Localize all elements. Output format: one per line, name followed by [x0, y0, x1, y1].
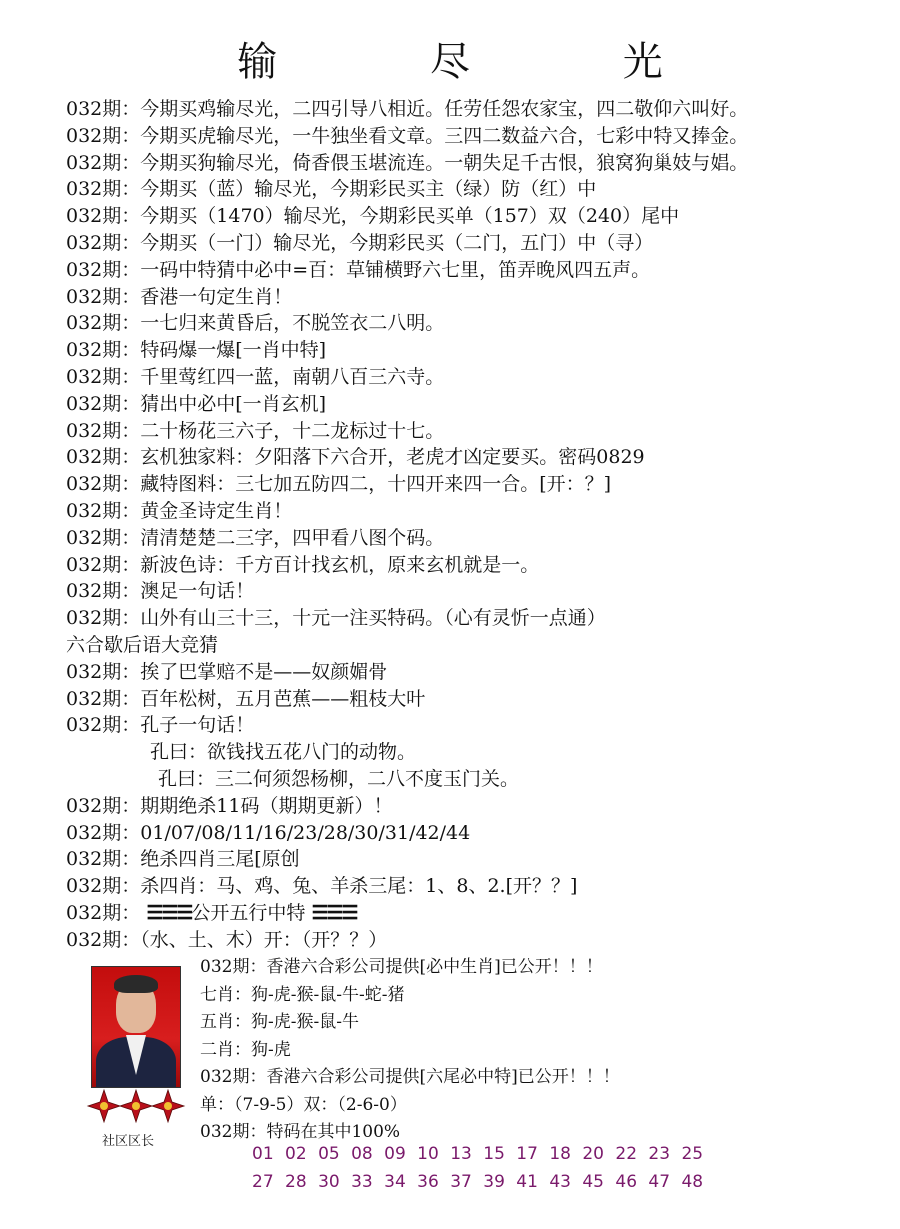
- text-line: 032期：01/07/08/11/16/23/28/30/31/42/44: [66, 821, 471, 844]
- photo-caption: 社区区长: [102, 1134, 155, 1149]
- text-line: 032期：香港一句定生肖！: [66, 285, 293, 308]
- text-line: 032期：山外有山三十三，十元一注买特码。（心有灵忻一点通）: [66, 607, 606, 630]
- text-line: 032期：澳足一句话！: [66, 580, 255, 603]
- text-line: 五肖：狗-虎-猴-鼠-牛: [200, 1012, 359, 1032]
- lower-block: [200, 954, 890, 1147]
- text-line: 七肖：狗-虎-猴-鼠-牛-蛇-猪: [200, 984, 405, 1005]
- text-line: 032期：特码在其中100%: [200, 1122, 401, 1142]
- wuxing-text: 公开五行中特: [191, 901, 306, 924]
- medals-icon: [86, 1086, 186, 1126]
- text-line: 032期：新波色诗：千方百计找玄机，原来玄机就是一。: [66, 553, 540, 576]
- numbers-row-2: 27 28 30 33 34 36 37 39 41 43 45 46 47 48: [252, 1172, 704, 1192]
- text-line: 032期：玄机独家料：夕阳落下六合开，老虎才凶定要买。密码0829: [66, 446, 645, 469]
- text-line: 032期：孔子一句话！: [66, 714, 255, 737]
- numbers-row-1: 01 02 05 08 09 10 13 15 17 18 20 22 23 25: [252, 1144, 704, 1164]
- text-line: 032期：今期买虎输尽光，一牛独坐看文章。三四二数益六合，七彩中特又捧金。: [66, 124, 749, 147]
- text-line: 032期：猜出中必中[一肖玄机]: [66, 392, 327, 415]
- text-line: 032期：千里莺红四一蓝，南朝八百三六寺。: [66, 365, 445, 388]
- text-line: 032期：挨了巴掌赔不是——奴颜媚骨: [66, 660, 388, 683]
- trigram-bars-left: ☰☰☰: [146, 901, 192, 924]
- text-line: 032期：特码爆一爆[一肖中特]: [66, 339, 327, 362]
- text-line: 032期：一七归来黄昏后，不脱笠衣二八明。: [66, 312, 445, 335]
- text-line: 032期：今期买鸡输尽光，二四引导八相近。任劳任怨农家宝，四二敬仰六叫好。: [66, 98, 749, 120]
- text-line: 032期：香港六合彩公司提供[六尾必中特]已公开！！！: [200, 1067, 620, 1087]
- text-line: 032期：香港六合彩公司提供[必中生肖]已公开！！！: [200, 957, 603, 977]
- text-line: 032期：一码中特猜中必中=百：草铺横野六七里，笛弄晚风四五声。: [66, 258, 651, 281]
- content-lines: [66, 96, 886, 954]
- text-line: 032期：今期买（蓝）输尽光，今期彩民买主（绿）防（红）中: [66, 178, 597, 201]
- text-line: 032期：期期绝杀11码（期期更新）！: [66, 794, 393, 817]
- text-line: 032期：二十杨花三六子，十二龙标过十七。: [66, 419, 445, 442]
- text-line: 032期：今期买（1470）输尽光，今期彩民买单（157）双（240）尾中: [66, 205, 680, 228]
- kong-quote-2: 孔曰：三二何须怨杨柳，二八不度玉门关。: [158, 767, 520, 790]
- text-line: 032期：今期买狗输尽光，倚香偎玉堪流连。一朝失足千古恨，狼窝狗巢妓与娼。: [66, 151, 749, 174]
- page-title: 输 尽 光: [237, 39, 733, 85]
- kong-quote-1: 孔曰：欲钱找五花八门的动物。: [150, 741, 417, 764]
- wuxing-line: [66, 900, 886, 927]
- text-line: 二肖：狗-虎: [200, 1039, 291, 1060]
- text-line: 032期：清清楚楚二三字，四甲看八图个码。: [66, 526, 445, 549]
- text-line: 032期：杀四肖：马、鸡、兔、羊杀三尾：1、8、2.[开？？]: [66, 875, 578, 898]
- section-heading: 六合歇后语大竞猜: [66, 633, 219, 656]
- number-grid: [252, 1140, 703, 1196]
- text-line: 单：（7-9-5）双：（2-6-0）: [200, 1094, 407, 1115]
- text-line: 032期：绝杀四肖三尾[原创: [66, 848, 300, 871]
- trigram-bars-right: ☰☰☰: [311, 901, 357, 924]
- text-line: 032期：百年松树，五月芭蕉——粗枝大叶: [66, 687, 426, 710]
- text-line: 032期：藏特图料：三七加五防四二，十四开来四一合。[开：？]: [66, 473, 612, 496]
- text-line: 032期：（水、土、木）开：（开？？）: [66, 928, 388, 951]
- portrait-photo: [91, 966, 181, 1088]
- text-line: 032期：黄金圣诗定生肖！: [66, 499, 293, 522]
- text-line: 032期：今期买（一门）输尽光，今期彩民买（二门，五门）中（寻）: [66, 231, 654, 254]
- wuxing-prefix: 032期：: [66, 901, 141, 924]
